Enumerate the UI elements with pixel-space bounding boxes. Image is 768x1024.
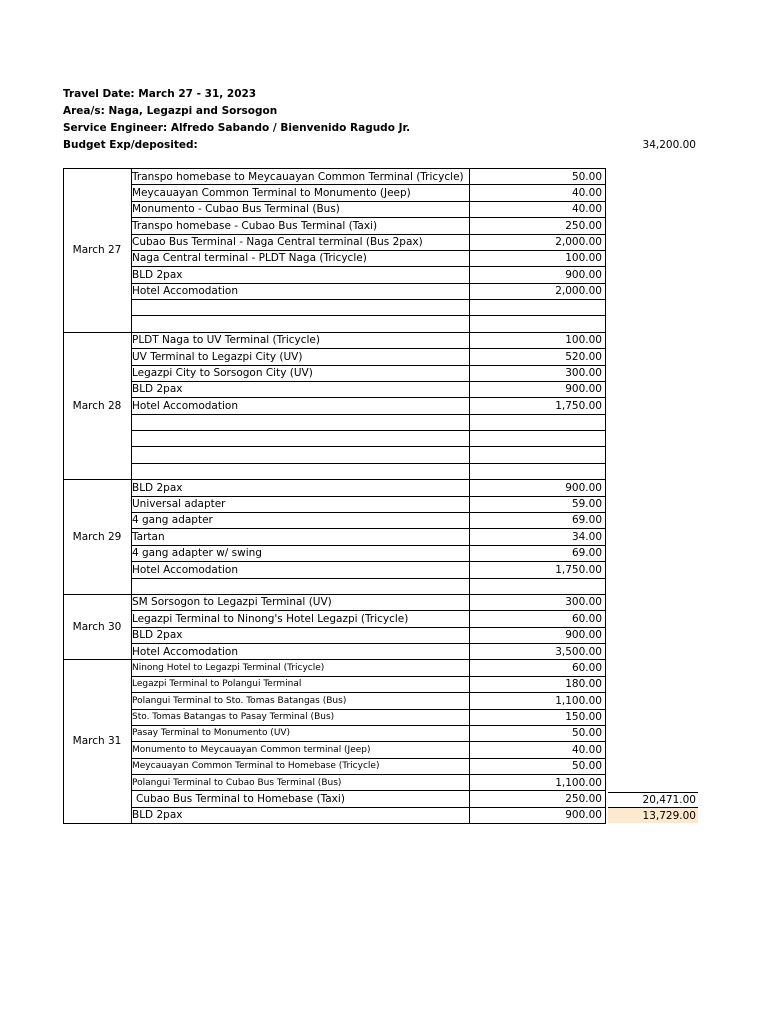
expense-description: 4 gang adapter w/ swing (132, 547, 262, 559)
row-border (131, 790, 606, 791)
table-border-left (63, 168, 64, 824)
row-border (131, 184, 606, 185)
row-border (131, 610, 606, 611)
expense-description: Hotel Accomodation (132, 564, 238, 576)
expense-amount: 2,000.00 (555, 236, 602, 248)
expense-amount: 1,750.00 (555, 400, 602, 412)
expense-amount: 900.00 (565, 482, 602, 494)
day-date: March 27 (72, 244, 122, 256)
expense-description: Meycauayan Common Terminal to Monumento (Jeep) (132, 187, 411, 199)
expense-amount: 900.00 (565, 629, 602, 641)
expense-description: Polangui Terminal to Sto. Tomas Batangas (Bus) (132, 696, 347, 706)
row-border (131, 561, 606, 562)
expense-description: Monumento to Meycauayan Common terminal (Jeep) (132, 745, 371, 755)
expense-amount: 1,100.00 (555, 777, 602, 789)
day-date: March 28 (72, 400, 122, 412)
expense-description: SM Sorsogon to Legazpi Terminal (UV) (132, 596, 332, 608)
areas: Area/s: Naga, Legazpi and Sorsogon (63, 105, 278, 117)
expense-description: Sto. Tomas Batangas to Pasay Terminal (Bus) (132, 712, 335, 722)
expense-description: BLD 2pax (132, 269, 183, 281)
row-border (131, 348, 606, 349)
expense-amount: 250.00 (565, 220, 602, 232)
day-date: March 29 (72, 531, 122, 543)
expense-amount: 50.00 (571, 727, 602, 739)
expense-amount: 60.00 (571, 662, 602, 674)
expense-amount: 100.00 (565, 334, 602, 346)
expense-description: Cubao Bus Terminal to Homebase (Taxi) (136, 793, 345, 805)
expense-amount: 900.00 (565, 269, 602, 281)
expense-amount: 300.00 (565, 367, 602, 379)
row-border (131, 430, 606, 431)
expense-description: BLD 2pax (132, 383, 183, 395)
expense-description: Universal adapter (132, 498, 226, 510)
row-border (131, 414, 606, 415)
expense-amount: 250.00 (565, 793, 602, 805)
day-date: March 31 (72, 735, 122, 747)
row-border (131, 217, 606, 218)
expense-amount: 40.00 (571, 203, 602, 215)
row-border (131, 266, 606, 267)
day-group-border (63, 479, 606, 480)
expense-description: Hotel Accomodation (132, 400, 238, 412)
row-border (131, 578, 606, 579)
expense-amount: 59.00 (571, 498, 602, 510)
expense-amount: 50.00 (571, 760, 602, 772)
expense-amount: 50.00 (571, 171, 602, 183)
expense-amount: 60.00 (571, 613, 602, 625)
expense-description: Tartan (132, 531, 165, 543)
expense-amount: 300.00 (565, 596, 602, 608)
row-border (131, 315, 606, 316)
total-expenses: 20,471.00 (608, 792, 698, 806)
expense-amount: 2,000.00 (555, 285, 602, 297)
expense-description: Monumento - Cubao Bus Terminal (Bus) (132, 203, 340, 215)
expense-amount: 40.00 (571, 744, 602, 756)
expense-amount: 69.00 (571, 514, 602, 526)
expense-description: Pasay Terminal to Monumento (UV) (132, 728, 291, 738)
row-border (131, 463, 606, 464)
expense-description: BLD 2pax (132, 809, 183, 821)
row-border (131, 741, 606, 742)
remaining-balance: 13,729.00 (608, 807, 698, 823)
expense-amount: 1,750.00 (555, 564, 602, 576)
expense-description: Legazpi Terminal to Polangui Terminal (132, 679, 302, 689)
expense-description: Cubao Bus Terminal - Naga Central terminal (Bus 2pax) (132, 236, 423, 248)
expense-amount: 34.00 (571, 531, 602, 543)
row-border (131, 692, 606, 693)
expense-amount: 100.00 (565, 252, 602, 264)
expense-description: Legazpi Terminal to Ninong's Hotel Legazpi (Tricycle) (132, 613, 409, 625)
expense-amount: 1,100.00 (555, 695, 602, 707)
expense-amount: 180.00 (565, 678, 602, 690)
row-border (131, 643, 606, 644)
travel-date: Travel Date: March 27 - 31, 2023 (63, 88, 257, 100)
row-border (131, 528, 606, 529)
table-border-bottom (63, 823, 606, 824)
row-border (131, 774, 606, 775)
expense-description: Polangui Terminal to Cubao Bus Terminal (Bus) (132, 778, 342, 788)
day-date: March 30 (72, 621, 122, 633)
row-border (131, 299, 606, 300)
row-border (131, 397, 606, 398)
expense-description: Transpo homebase - Cubao Bus Terminal (Taxi) (132, 220, 378, 232)
budget-label: Budget Exp/deposited: (63, 139, 198, 151)
expense-description: Legazpi City to Sorsogon City (UV) (132, 367, 313, 379)
expense-amount: 40.00 (571, 187, 602, 199)
expense-amount: 900.00 (565, 383, 602, 395)
expense-description: Hotel Accomodation (132, 646, 238, 658)
expense-description: BLD 2pax (132, 629, 183, 641)
day-group-border (63, 168, 606, 169)
expense-description: Hotel Accomodation (132, 285, 238, 297)
expense-amount: 900.00 (565, 809, 602, 821)
expense-amount: 150.00 (565, 711, 602, 723)
expense-description: BLD 2pax (132, 482, 183, 494)
expense-description: Naga Central terminal - PLDT Naga (Tricycle) (132, 252, 367, 264)
expense-description: Transpo homebase to Meycauayan Common Terminal (Tricycle) (132, 171, 464, 183)
expense-description: 4 gang adapter (132, 514, 213, 526)
row-border (131, 446, 606, 447)
expense-description: PLDT Naga to UV Terminal (Tricycle) (132, 334, 320, 346)
expense-description: Meycauayan Common Terminal to Homebase (Tricycle) (132, 761, 380, 771)
expense-amount: 520.00 (565, 351, 602, 363)
budget-amount: 34,200.00 (642, 139, 696, 151)
expense-description: UV Terminal to Legazpi City (UV) (132, 351, 303, 363)
expense-description: Ninong Hotel to Legazpi Terminal (Tricycle) (132, 663, 325, 673)
expense-amount: 3,500.00 (555, 646, 602, 658)
expense-amount: 69.00 (571, 547, 602, 559)
day-group-border (63, 659, 606, 660)
service-engineer: Service Engineer: Alfredo Sabando / Bienvenido Ragudo Jr. (63, 122, 411, 134)
